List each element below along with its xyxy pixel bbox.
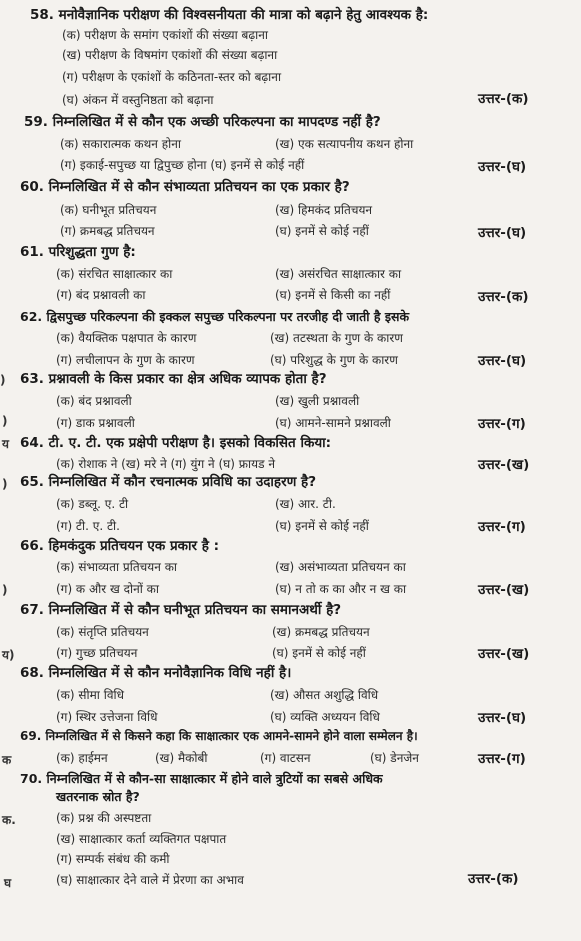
question-text-continued: खतरनाक स्रोत है? [56,789,140,804]
question-61 [20,245,136,260]
answer: उत्तर-(ग) [478,519,526,535]
option: (क) हाईमन [56,751,108,765]
question-number: 66. [20,538,44,554]
answer: उत्तर-(घ) [478,353,527,369]
option: (घ) न तो क का और न ख का [275,582,407,596]
option: (घ) इनमें से कोई नहीं [275,224,369,238]
question-64 [20,436,331,451]
option: (ख) खुली प्रश्नावली [275,394,360,408]
question-59 [24,115,381,130]
question-text: द्विसपुच्छ परिकल्पना की इक्कल सपुच्छ परिकल्पना पर तरजीह दी जाती है इसके [46,309,410,324]
option: (घ) व्यक्ति अध्ययन विधि [270,710,380,724]
option: (क) सकारात्मक कथन होना [60,137,182,151]
option: (घ) आमने-सामने प्रश्नावली [275,416,391,430]
answer: उत्तर-(घ) [478,159,527,175]
question-number: 63. [20,371,44,387]
answer: उत्तर-(ख) [478,457,530,473]
question-text: निम्नलिखित में से कौन-सा साक्षात्कार में होने वाले त्रुटियों का सबसे अधिक [46,771,383,786]
option: (ख) आर. टी. [275,497,336,511]
answer: उत्तर-(ग) [478,751,526,767]
question-70 [20,771,383,786]
option: (घ) परिशुद्ध के गुण के कारण [270,353,398,367]
option: (क) प्रश्न की अस्पष्टता [56,811,152,825]
margin-mark: क [2,753,12,767]
option: (ख) साक्षात्कार कर्ता व्यक्तिगत पक्षपात [56,832,227,846]
option: (ग) गुच्छ प्रतिचयन [56,646,138,660]
question-number: 60. [20,179,44,195]
answer: उत्तर-(क) [478,289,529,305]
option: (ख) हिमकंद प्रतिचयन [275,203,373,217]
question-68 [20,666,291,681]
question-number: 61. [20,244,44,260]
question-number: 64. [20,435,44,451]
question-text: प्रश्नावली के किस प्रकार का क्षेत्र अधिक व्यापक होता है? [48,371,327,387]
question-number: 62. [20,309,43,324]
margin-mark: य) [2,648,15,662]
margin-mark: क. [2,813,16,827]
option: (ख) मैकोबी [155,751,208,765]
option: (ग) सम्पर्क संबंध की कमी [56,852,170,866]
option: (ग) इकाई-सपुच्छ या द्विपुच्छ होना (घ) इनमें से कोई नहीं [60,158,305,172]
answer: उत्तर-(ख) [478,582,530,598]
option: (क) सीमा विधि [56,688,124,702]
option: (क) वैयक्तिक पक्षपात के कारण [56,331,197,345]
option: (घ) इनमें से किसी का नहीं [275,288,391,302]
option: (ग) क्रमबद्ध प्रतिचयन [60,224,155,238]
question-number: 68. [20,665,44,681]
option: (ख) औसत अशुद्धि विधि [270,688,379,702]
question-number: 59. [24,114,48,130]
question-text: निम्नलिखित में से कौन संभाव्यता प्रतिचयन का एक प्रकार है? [48,179,350,195]
option: (क) बंद प्रश्नावली [56,394,132,408]
option: (ग) क और ख दोनों का [56,582,159,596]
option: (क) परीक्षण के समांग एकांशों की संख्या बढ़ाना [62,28,268,42]
margin-mark: ) [2,583,8,597]
margin-mark: य [2,437,9,451]
option: (क) घनीभूत प्रतिचयन [60,203,157,217]
question-63 [20,372,327,387]
answer: उत्तर-(ख) [478,646,530,662]
option: (ख) क्रमबद्ध प्रतिचयन [272,625,370,639]
question-number: 58. [30,7,54,23]
option: (घ) साक्षात्कार देने वाले में प्रेरणा का अभाव [56,873,244,887]
margin-mark: ) [0,373,6,387]
option: (क) संतृप्ति प्रतिचयन [56,625,149,639]
option: (घ) इनमें से कोई नहीं [275,519,369,533]
question-62 [20,309,409,324]
option: (ग) डाक प्रश्नावली [56,416,135,430]
option: (घ) इनमें से कोई नहीं [272,646,366,660]
question-text: टी. ए. टी. एक प्रक्षेपी परीक्षण है। इसको विकसित किया: [48,435,332,451]
question-66 [20,539,219,554]
answer: उत्तर-(घ) [478,225,527,241]
answer: उत्तर-(घ) [478,710,527,726]
question-58 [30,8,428,23]
option: (क) संभाव्यता प्रतिचयन का [56,560,178,574]
option: (ख) तटस्थता के गुण के कारण [270,331,403,345]
option: (क) रोशाक ने (ख) मरे ने (ग) युंग ने (घ) फ्रायड ने [56,457,275,471]
question-number: 67. [20,602,44,618]
option: (ग) स्थिर उत्तेजना विधि [56,710,158,724]
question-text: निम्नलिखित में से कौन घनीभूत प्रतिचयन का समानअर्थी है? [48,602,342,618]
question-number: 65. [20,474,44,490]
option: (ग) परीक्षण के एकांशों के कठिनता-स्तर को बढ़ाना [62,70,282,84]
margin-mark: ) [2,477,8,491]
option: (घ) डेनजेन [370,751,419,765]
option: (क) डब्लू. ए. टी [56,497,129,511]
question-text: निम्नलिखित में से किसने कहा कि साक्षात्कार एक आमने-सामने होने वाला सम्मेलन है। [45,729,418,743]
question-text: परिशुद्धता गुण है: [48,244,136,260]
question-65 [20,475,316,490]
question-number: 69. [20,729,42,743]
option: (ख) परीक्षण के विषमांग एकांशों की संख्या बढ़ाना [62,48,278,62]
option: (घ) अंकन में वस्तुनिष्ठता को बढ़ाना [62,93,214,107]
option: (ख) असंरचित साक्षात्कार का [275,267,402,281]
option: (ग) लचीलापन के गुण के कारण [56,353,195,367]
question-number: 70. [20,771,43,786]
option: (ख) असंभाव्यता प्रतिचयन का [275,560,406,574]
option: (ग) टी. ए. टी. [56,519,120,533]
question-text: निम्नलिखित में कौन रचनात्मक प्रविधि का उदाहरण है? [48,474,317,490]
answer: उत्तर-(ग) [478,416,526,432]
question-text: मनोवैज्ञानिक परीक्षण की विश्वसनीयता की मात्रा को बढ़ाने हेतु आवश्यक है: [58,7,429,23]
question-text: निम्नलिखित में से कौन मनोवैज्ञानिक विधि नहीं है। [48,665,292,681]
answer: उत्तर-(क) [478,91,529,107]
option: (ख) एक सत्यापनीय कथन होना [275,137,414,151]
option: (ग) वाटसन [260,751,311,765]
option: (क) संरचित साक्षात्कार का [56,267,173,281]
margin-mark: ) [2,414,8,428]
question-text: हिमकंदुक प्रतिचयन एक प्रकार है : [48,538,220,554]
margin-mark: घ [4,876,12,890]
question-60 [20,180,350,195]
question-text: निम्नलिखित में से कौन एक अच्छी परिकल्पना का मापदण्ड नहीं है? [52,114,381,130]
option: (ग) बंद प्रश्नावली का [56,288,146,302]
answer: उत्तर-(क) [468,871,519,887]
question-67 [20,603,341,618]
question-69 [20,729,418,744]
